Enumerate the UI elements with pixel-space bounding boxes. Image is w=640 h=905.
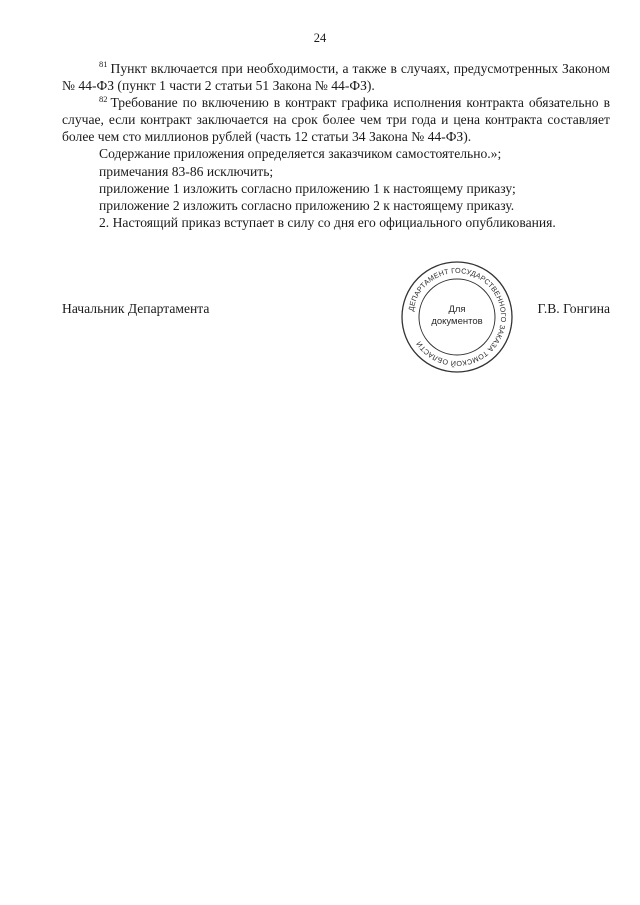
stamp-ring-text: ДЕПАРТАМЕНТ ГОСУДАРСТВЕННОГО ЗАКАЗА ТОМСКОЙ ОБЛАСТИ — [406, 265, 509, 369]
footnote-marker: 81 — [99, 59, 108, 70]
paragraph-effective-date: 2. Настоящий приказ вступает в силу со дня его официального опубликования. — [99, 214, 556, 230]
footnote-text: Пункт включается при необходимости, а также в случаях, предусмотренных Законом № 44-ФЗ (пункт 1 части 2 статьи 51 Закона № 44-ФЗ). — [62, 61, 610, 94]
footnote-81 — [62, 60, 610, 94]
paragraph-appendix-2: приложение 2 изложить согласно приложению 2 к настоящему приказу. — [99, 197, 515, 213]
paragraph-notes-removed: примечания 83-86 исключить; — [99, 163, 274, 179]
footnote-82 — [62, 94, 610, 145]
paragraph-appendix-content: Содержание приложения определяется заказчиком самостоятельно.»; — [99, 146, 502, 162]
footnote-text: Требование по включению в контракт графика исполнения контракта обязательно в случае, если контракт заключается на срок более чем три года и цена контракта составляет более чем сто миллионов рублей (часть 12 статьи 34 Закона № 44-ФЗ). — [62, 95, 610, 145]
signatory-title: Начальник Департамента — [62, 301, 210, 316]
signatory-name: Г.В. Гонгина — [537, 301, 610, 316]
paragraph-appendix-1: приложение 1 изложить согласно приложению 1 к настоящему приказу; — [99, 180, 516, 196]
footnote-marker: 82 — [99, 93, 108, 104]
document-body — [62, 60, 610, 231]
page-number: 24 — [313, 31, 327, 45]
official-stamp — [397, 257, 517, 377]
stamp-center-line-2: документов — [431, 316, 483, 327]
stamp-center-line-1: Для — [448, 304, 466, 315]
